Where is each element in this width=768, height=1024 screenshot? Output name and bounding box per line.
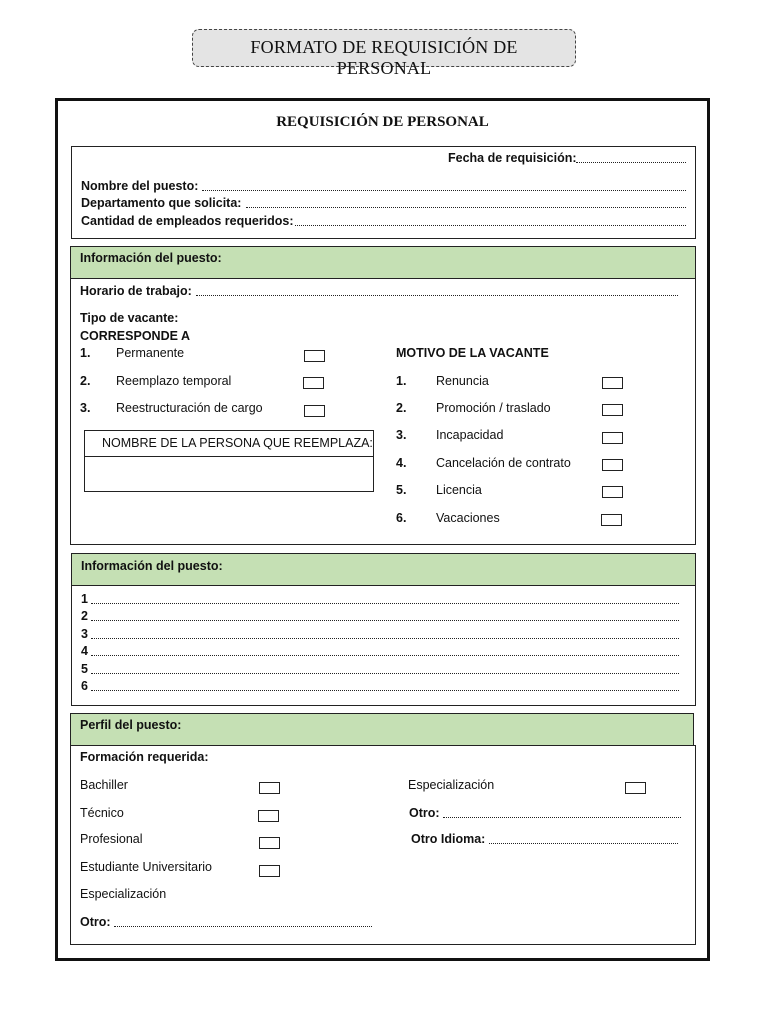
document-title-line1: FORMATO DE REQUISICIÓN DE bbox=[250, 37, 518, 57]
motivo-option-label: Vacaciones bbox=[436, 511, 500, 525]
cantidad-label: Cantidad de empleados requeridos: bbox=[81, 214, 294, 228]
motivo-number: 6. bbox=[396, 511, 407, 525]
duty-line-number: 1 bbox=[81, 592, 88, 606]
vacaciones-checkbox[interactable] bbox=[601, 514, 622, 526]
duty-line-number: 3 bbox=[81, 627, 88, 641]
motivo-number: 4. bbox=[396, 456, 407, 470]
cancelacion-checkbox[interactable] bbox=[602, 459, 623, 471]
duty-line-number: 6 bbox=[81, 679, 88, 693]
duty-line-field[interactable] bbox=[91, 690, 679, 691]
otro-left-label: Otro: bbox=[80, 915, 111, 929]
formacion-option-label: Bachiller bbox=[80, 778, 128, 792]
duty-line-field[interactable] bbox=[91, 638, 679, 639]
vacancy-section-heading: Información del puesto: bbox=[80, 251, 222, 265]
motivo-option-label: Promoción / traslado bbox=[436, 401, 551, 415]
motivo-option-label: Licencia bbox=[436, 483, 482, 497]
licencia-checkbox[interactable] bbox=[602, 486, 623, 498]
otro-left-field[interactable] bbox=[114, 926, 372, 927]
duty-line-field[interactable] bbox=[91, 673, 679, 674]
document-title-line2: PERSONAL bbox=[336, 58, 432, 78]
motivo-number: 2. bbox=[396, 401, 407, 415]
tipo-vacante-label: Tipo de vacante: bbox=[80, 311, 179, 325]
otro-right-field[interactable] bbox=[443, 817, 681, 818]
duty-line-number: 2 bbox=[81, 609, 88, 623]
document-title-banner bbox=[192, 29, 576, 78]
duty-line-field[interactable] bbox=[91, 655, 679, 656]
profile-section-box bbox=[70, 745, 696, 945]
profesional-checkbox[interactable] bbox=[259, 837, 280, 849]
vacancy-type-number: 1. bbox=[80, 346, 91, 360]
horario-label: Horario de trabajo: bbox=[80, 284, 192, 298]
vacancy-type-number: 3. bbox=[80, 401, 91, 415]
fecha-label: Fecha de requisición: bbox=[448, 151, 577, 165]
vacancy-type-label: Reemplazo temporal bbox=[116, 374, 232, 388]
form-title: REQUISICIÓN DE PERSONAL bbox=[276, 114, 489, 130]
duty-line-number: 5 bbox=[81, 662, 88, 676]
nombre-puesto-label: Nombre del puesto: bbox=[81, 179, 199, 193]
incapacidad-checkbox[interactable] bbox=[602, 432, 623, 444]
horario-field[interactable] bbox=[196, 295, 678, 296]
especializacion-left-label: Especialización bbox=[80, 887, 167, 901]
departamento-label: Departamento que solicita: bbox=[81, 196, 242, 210]
bachiller-checkbox[interactable] bbox=[259, 782, 280, 794]
otro-idioma-label: Otro Idioma: bbox=[411, 832, 486, 846]
formacion-option-label: Técnico bbox=[80, 806, 124, 820]
motivo-number: 1. bbox=[396, 374, 407, 388]
estudiante-checkbox[interactable] bbox=[259, 865, 280, 877]
motivo-label: MOTIVO DE LA VACANTE bbox=[396, 346, 549, 360]
motivo-option-label: Incapacidad bbox=[436, 428, 504, 442]
replacement-name-label: NOMBRE DE LA PERSONA QUE REEMPLAZA: bbox=[102, 436, 373, 450]
vacancy-type-number: 2. bbox=[80, 374, 91, 388]
vacancy-type-label: Permanente bbox=[116, 346, 185, 360]
reestructuracion-checkbox[interactable] bbox=[304, 405, 325, 417]
formacion-option-label: Profesional bbox=[80, 832, 143, 846]
duty-line-number: 4 bbox=[81, 644, 88, 658]
vacancy-type-label: Reestructuración de cargo bbox=[116, 401, 263, 415]
especializacion-right-label: Especialización bbox=[408, 778, 495, 792]
duty-line-field[interactable] bbox=[91, 620, 679, 621]
renuncia-checkbox[interactable] bbox=[602, 377, 623, 389]
motivo-option-label: Renuncia bbox=[436, 374, 489, 388]
fecha-field[interactable] bbox=[576, 162, 686, 163]
duties-section-heading: Información del puesto: bbox=[81, 559, 223, 573]
reemplazo-temporal-checkbox[interactable] bbox=[303, 377, 324, 389]
corresponde-label: CORRESPONDE A bbox=[80, 329, 190, 343]
formacion-option-label: Estudiante Universitario bbox=[80, 860, 213, 874]
otro-idioma-field[interactable] bbox=[489, 843, 678, 844]
profile-section-heading: Perfil del puesto: bbox=[80, 718, 182, 732]
permanente-checkbox[interactable] bbox=[304, 350, 325, 362]
otro-right-label: Otro: bbox=[409, 806, 440, 820]
replacement-name-input[interactable] bbox=[85, 458, 373, 491]
motivo-number: 3. bbox=[396, 428, 407, 442]
especializacion-checkbox[interactable] bbox=[625, 782, 646, 794]
duty-line-field[interactable] bbox=[91, 603, 679, 604]
cantidad-field[interactable] bbox=[295, 225, 686, 226]
motivo-option-label: Cancelación de contrato bbox=[436, 456, 571, 470]
nombre-puesto-field[interactable] bbox=[202, 190, 686, 191]
formacion-label: Formación requerida: bbox=[80, 750, 209, 764]
tecnico-checkbox[interactable] bbox=[258, 810, 279, 822]
promocion-checkbox[interactable] bbox=[602, 404, 623, 416]
motivo-number: 5. bbox=[396, 483, 407, 497]
departamento-field[interactable] bbox=[246, 207, 686, 208]
